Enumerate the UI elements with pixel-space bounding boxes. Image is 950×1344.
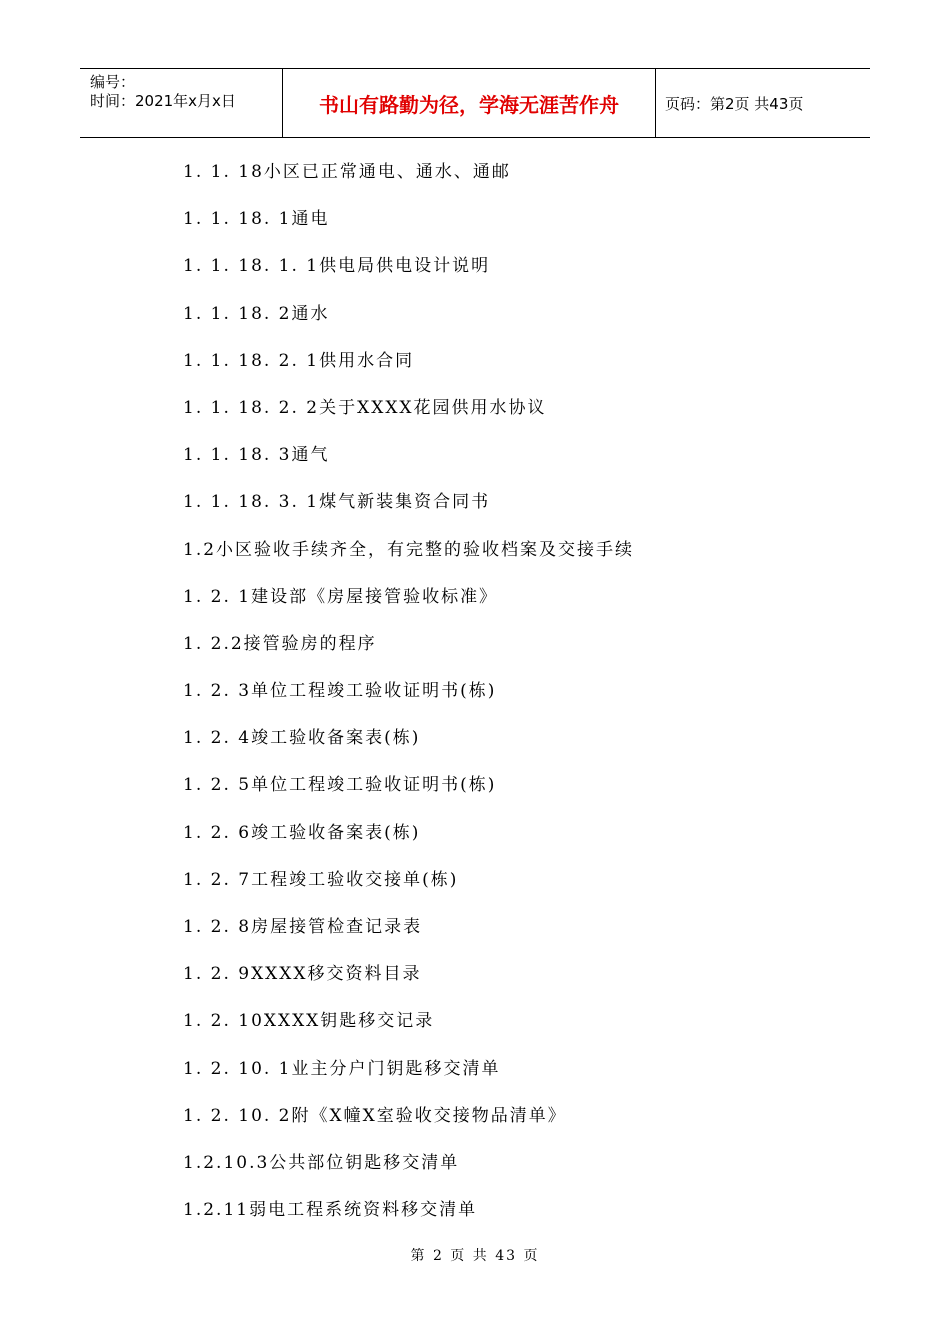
- outline-line: 1. 1. 18小区已正常通电、通水、通邮: [183, 162, 511, 182]
- outline-line: 1. 2. 3单位工程竣工验收证明书(栋): [183, 681, 497, 702]
- outline-line: 1.2.10.3公共部位钥匙移交清单: [183, 1152, 460, 1173]
- outline-line: 1. 1. 18. 1. 1供电局供电设计说明: [183, 256, 491, 277]
- document-number-label: 编号：: [90, 73, 136, 91]
- outline-line: 1. 2. 10. 2附《X幢X室验收交接物品清单》: [183, 1105, 567, 1126]
- outline-line: 1. 1. 18. 2. 2关于XXXX花园供用水协议: [183, 397, 547, 418]
- outline-line: 1. 1. 18. 2通水: [183, 303, 330, 324]
- outline-line: 1. 2. 8房屋接管检查记录表: [183, 917, 423, 937]
- page-footer: 第 2 页 共 43 页: [410, 1248, 540, 1264]
- header-meta: [80, 69, 283, 137]
- outline-line: 1. 2. 9XXXX移交资料目录: [183, 964, 422, 985]
- outline-line: 1. 2. 10XXXX钥匙移交记录: [183, 1011, 435, 1032]
- outline-line: 1. 1. 18. 3. 1煤气新装集资合同书: [183, 492, 491, 513]
- outline-line: 1.2小区验收手续齐全，有完整的验收档案及交接手续: [183, 539, 635, 560]
- outline-line: 1. 1. 18. 3通气: [183, 445, 330, 466]
- outline-line: 1. 1. 18. 2. 1供用水合同: [183, 350, 415, 371]
- outline-line: 1. 1. 18. 1通电: [183, 209, 330, 230]
- outline-line: 1. 2. 6竣工验收备案表(栋): [183, 822, 421, 843]
- outline-line: 1. 2. 5单位工程竣工验收证明书(栋): [183, 775, 497, 796]
- page-header: [80, 68, 870, 138]
- outline-line: 1. 2. 4竣工验收备案表(栋): [183, 728, 421, 749]
- document-time-label: 时间：2021年x月x日: [90, 92, 236, 110]
- outline-line: 1.2.11弱电工程系统资料移交清单: [183, 1200, 478, 1221]
- outline-line: 1. 2. 7工程竣工验收交接单(栋): [183, 869, 459, 890]
- outline-list: [183, 160, 634, 1245]
- outline-line: 1. 2. 1建设部《房屋接管验收标准》: [183, 586, 499, 607]
- outline-line: 1. 2. 10. 1业主分户门钥匙移交清单: [183, 1058, 501, 1079]
- header-page-info: 页码：第2页 共43页: [665, 94, 804, 113]
- header-motto: 书山有路勤为径，学海无涯苦作舟: [283, 69, 656, 137]
- outline-line: 1. 2.2接管验房的程序: [183, 633, 377, 654]
